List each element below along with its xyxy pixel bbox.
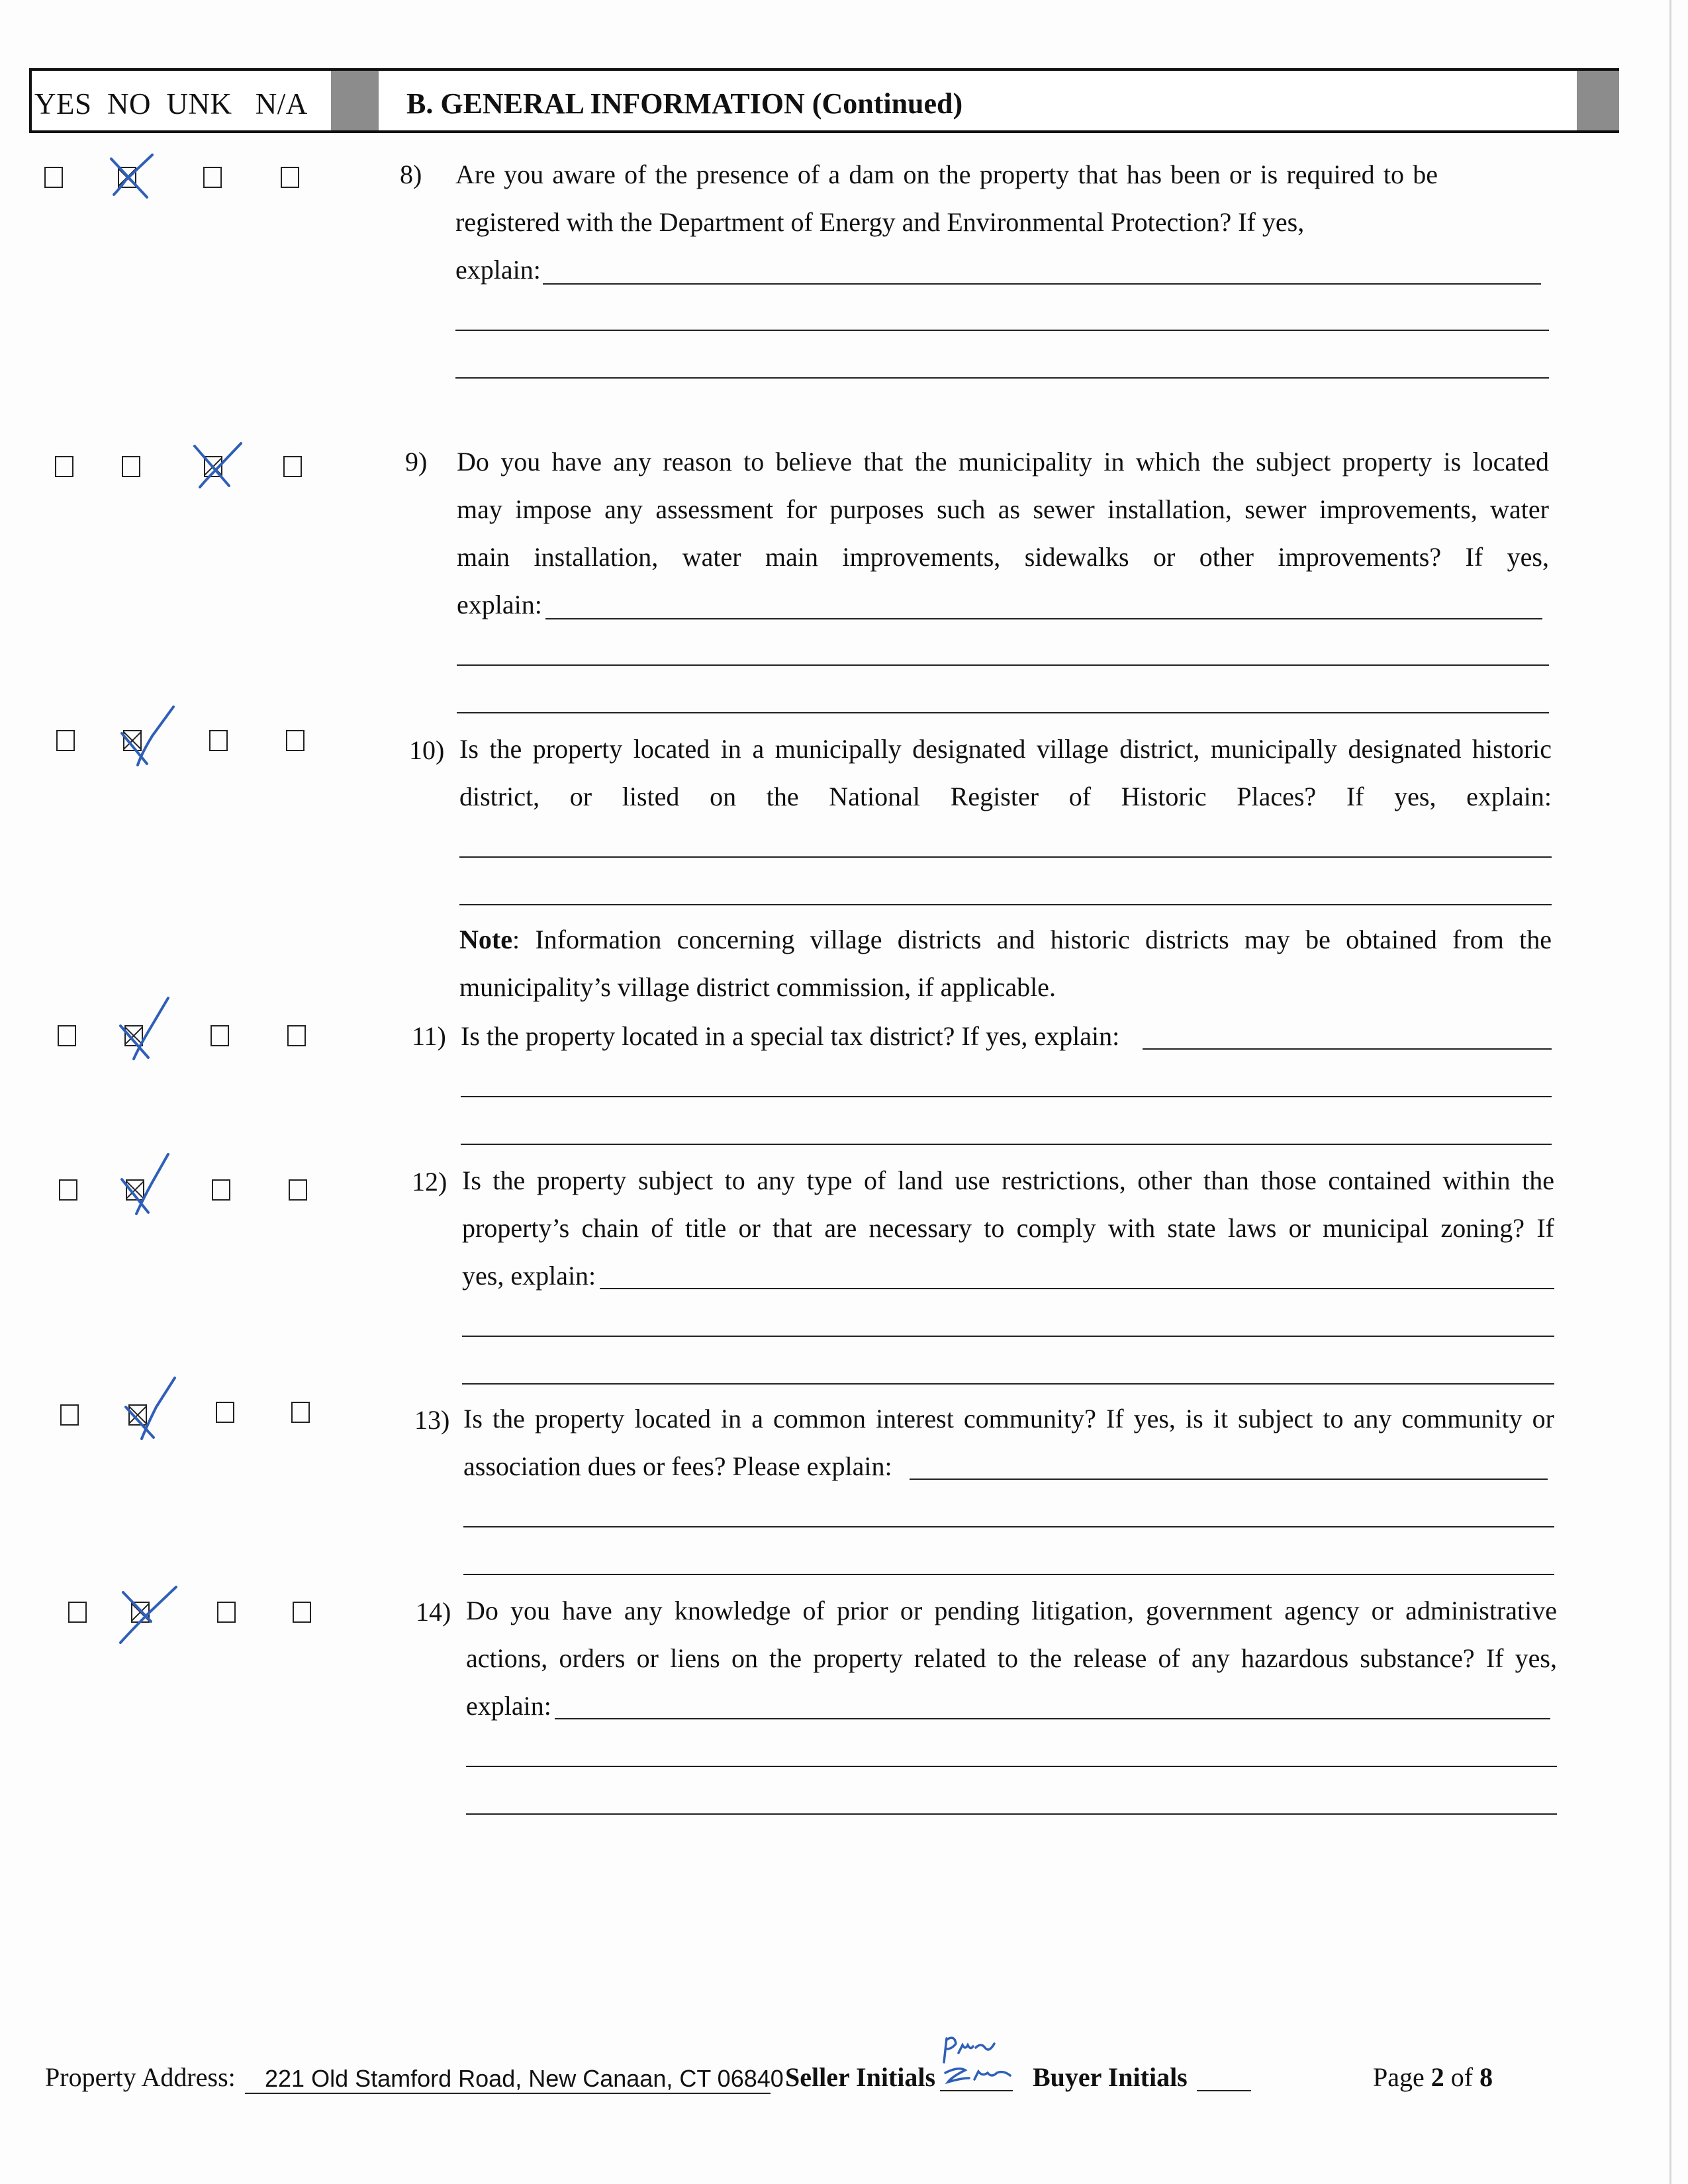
q11-text-line-1: Is the property located in a special tax district? If yes, explain: <box>461 1021 1120 1051</box>
q14-answer-line-1[interactable] <box>555 1718 1550 1719</box>
q13-unk-checkbox[interactable] <box>216 1402 234 1423</box>
answer-column-headers: YES NO UNK N/A <box>34 87 308 120</box>
note-label: Note <box>459 925 512 954</box>
q8-answer-line-1[interactable] <box>543 283 1541 285</box>
q12-answer-line-1[interactable] <box>600 1288 1554 1289</box>
q11-number: 11) <box>412 1021 446 1051</box>
page-of: of <box>1444 2062 1480 2092</box>
section-header <box>29 68 1619 133</box>
property-address-label: Property Address: <box>45 2062 236 2092</box>
q8-number: 8) <box>400 159 422 189</box>
q13-answer-line-1[interactable] <box>910 1479 1548 1480</box>
q10-number: 10) <box>409 735 445 765</box>
seller-initials-signature <box>932 2029 1018 2093</box>
q11-na-checkbox[interactable] <box>287 1025 306 1046</box>
q14-unk-checkbox[interactable] <box>217 1602 236 1623</box>
q11-unk-checkbox[interactable] <box>211 1025 229 1046</box>
q13-text-line-2: association dues or fees? Please explain: <box>463 1451 892 1481</box>
q14-yes-checkbox[interactable] <box>68 1602 87 1623</box>
q8-text-line-1: Are you aware of the presence of a dam on the property that has been or is required to be <box>455 159 1438 189</box>
q12-pen-check-mark <box>113 1152 179 1218</box>
q14-na-checkbox[interactable] <box>293 1602 311 1623</box>
q9-text-line-2: may impose any assessment for purposes such as sewer installation, sewer improvements, water <box>457 494 1549 524</box>
q9-text-line-3: main installation, water main improvements, sidewalks or other improvements? If yes, <box>457 542 1549 572</box>
q8-yes-checkbox[interactable] <box>44 167 63 188</box>
q11-answer-line-1[interactable] <box>1143 1048 1552 1050</box>
page-current: 2 <box>1430 2062 1444 2092</box>
q12-na-checkbox[interactable] <box>289 1179 307 1201</box>
q9-no-checkbox[interactable] <box>122 456 140 477</box>
q10-pen-check-mark <box>113 703 179 769</box>
q10-answer-line-1[interactable] <box>459 856 1552 858</box>
q13-text-line-1: Is the property located in a common interest community? If yes, is it subject to any community or <box>463 1404 1554 1433</box>
q9-number: 9) <box>405 447 428 477</box>
q9-yes-checkbox[interactable] <box>55 456 73 477</box>
q11-yes-checkbox[interactable] <box>58 1025 76 1046</box>
q10-na-checkbox[interactable] <box>286 730 305 751</box>
q9-na-checkbox[interactable] <box>283 456 302 477</box>
q14-answer-line-3[interactable] <box>466 1813 1557 1815</box>
q9-pen-check-mark <box>189 439 249 492</box>
q12-explain-label: yes, explain: <box>462 1261 596 1291</box>
q13-yes-checkbox[interactable] <box>60 1404 79 1426</box>
property-address-value: 221 Old Stamford Road, New Canaan, CT 06840 <box>265 2065 784 2092</box>
q8-explain-label: explain: <box>455 255 541 285</box>
q11-answer-line-2[interactable] <box>461 1096 1552 1097</box>
q12-text-line-2: property’s chain of title or that are necessary to comply with state laws or municipal zoning? If <box>462 1213 1554 1243</box>
q14-answer-line-2[interactable] <box>466 1766 1557 1767</box>
q13-pen-check-mark <box>117 1375 183 1441</box>
note-text-2: municipality’s village district commission, if applicable. <box>459 972 1056 1002</box>
q8-answer-line-3[interactable] <box>455 377 1549 379</box>
q9-answer-line-2[interactable] <box>457 664 1549 666</box>
q13-number: 13) <box>414 1405 450 1435</box>
seller-initials-label: Seller Initials <box>785 2062 936 2092</box>
q10-answer-line-2[interactable] <box>459 904 1552 905</box>
q12-text-line-1: Is the property subject to any type of land use restrictions, other than those contained within the <box>462 1165 1554 1195</box>
section-title: B. GENERAL INFORMATION (Continued) <box>406 87 963 120</box>
q14-explain-label: explain: <box>466 1691 551 1721</box>
q13-na-checkbox[interactable] <box>291 1402 310 1423</box>
q8-pen-check-mark <box>106 151 159 204</box>
page-number <box>1373 2062 1493 2093</box>
page-edge <box>1669 0 1671 2184</box>
q8-answer-line-2[interactable] <box>455 330 1549 331</box>
buyer-initials-field[interactable] <box>1197 2090 1251 2091</box>
note-line-1 <box>459 924 1552 955</box>
q8-unk-checkbox[interactable] <box>203 167 222 188</box>
q12-unk-checkbox[interactable] <box>212 1179 230 1201</box>
q10-yes-checkbox[interactable] <box>56 730 75 751</box>
property-address-field[interactable] <box>245 2062 784 2094</box>
q13-answer-line-2[interactable] <box>463 1526 1554 1527</box>
q10-unk-checkbox[interactable] <box>209 730 228 751</box>
page-prefix: Page <box>1373 2062 1431 2092</box>
q8-na-checkbox[interactable] <box>281 167 299 188</box>
q12-yes-checkbox[interactable] <box>59 1179 77 1201</box>
q11-pen-check-mark <box>111 995 177 1062</box>
q9-text-line-1: Do you have any reason to believe that the municipality in which the subject property is located <box>457 447 1549 477</box>
q10-text-line-2: district, or listed on the National Register of Historic Places? If yes, explain: <box>459 782 1552 811</box>
q12-number: 12) <box>412 1167 447 1197</box>
q10-text-line-1: Is the property located in a municipally designated village district, municipally designated historic <box>459 734 1552 764</box>
q11-answer-line-3[interactable] <box>461 1144 1552 1145</box>
q14-number: 14) <box>416 1597 451 1627</box>
page-total: 8 <box>1479 2062 1493 2092</box>
q8-text-line-2: registered with the Department of Energy and Environmental Protection? If yes, <box>455 207 1305 237</box>
buyer-initials-label: Buyer Initials <box>1033 2062 1188 2092</box>
q14-pen-check-mark <box>113 1583 185 1649</box>
q12-answer-line-2[interactable] <box>462 1336 1554 1337</box>
header-shade-right <box>1577 71 1619 130</box>
q9-answer-line-1[interactable] <box>545 618 1542 619</box>
q9-explain-label: explain: <box>457 590 542 619</box>
q14-text-line-1: Do you have any knowledge of prior or pending litigation, government agency or administrative <box>466 1596 1557 1625</box>
q14-text-line-2: actions, orders or liens on the property related to the release of any hazardous substance? If yes, <box>466 1643 1557 1673</box>
q13-answer-line-3[interactable] <box>463 1574 1554 1575</box>
q12-answer-line-3[interactable] <box>462 1383 1554 1385</box>
note-text-1: : Information concerning village districts and historic districts may be obtained from the <box>512 925 1552 954</box>
q9-answer-line-3[interactable] <box>457 712 1549 713</box>
header-shade-left <box>331 71 379 130</box>
